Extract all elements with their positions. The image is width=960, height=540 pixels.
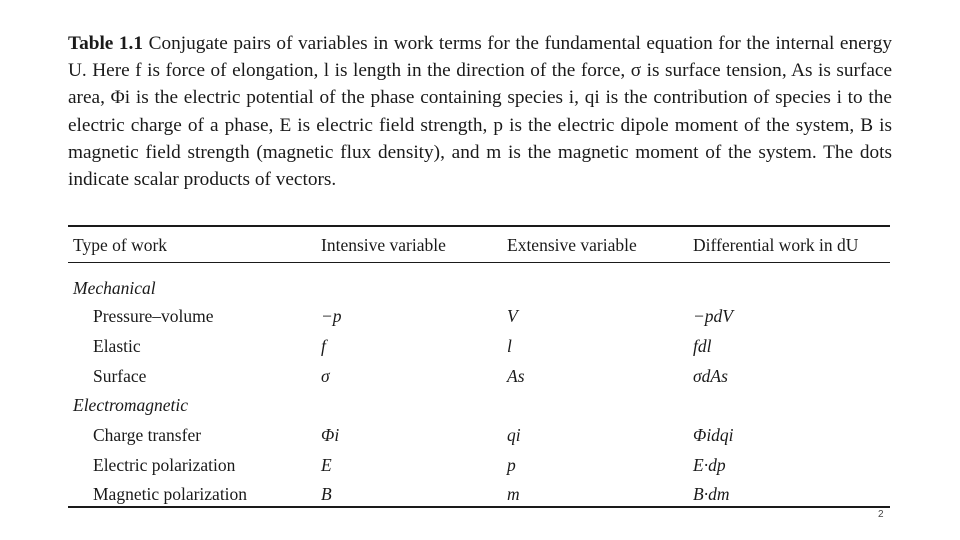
cell-work: B·dm bbox=[693, 484, 730, 505]
table-row bbox=[68, 421, 890, 451]
header-extensive: Extensive variable bbox=[507, 234, 637, 255]
cell-intensive: −p bbox=[321, 306, 342, 327]
cell-extensive: qi bbox=[507, 425, 521, 446]
table-row bbox=[68, 302, 890, 332]
table-row bbox=[68, 450, 890, 480]
cell-extensive: V bbox=[507, 306, 518, 327]
table-label: Table 1.1 bbox=[68, 33, 144, 54]
group-label: Electromagnetic bbox=[73, 395, 189, 416]
header-intensive: Intensive variable bbox=[321, 234, 446, 255]
conjugate-pairs-table bbox=[68, 228, 890, 510]
cell-work: E·dp bbox=[693, 454, 726, 475]
cell-extensive: p bbox=[507, 454, 516, 475]
cell-intensive: σ bbox=[321, 365, 330, 386]
table-row bbox=[68, 332, 890, 362]
cell-type: Charge transfer bbox=[93, 425, 202, 446]
cell-type: Pressure–volume bbox=[93, 306, 214, 327]
cell-work: fdl bbox=[693, 336, 712, 357]
cell-intensive: Φi bbox=[321, 425, 340, 446]
cell-work: σdAs bbox=[693, 365, 728, 386]
table-header-row bbox=[68, 228, 890, 262]
group-row-electromagnetic bbox=[68, 391, 890, 421]
cell-type: Surface bbox=[93, 365, 147, 386]
cell-intensive: E bbox=[321, 454, 332, 475]
cell-extensive: l bbox=[507, 336, 512, 357]
cell-type: Magnetic polarization bbox=[93, 484, 248, 505]
caption-text: Conjugate pairs of variables in work terms for the fundamental equation for the internal energy U. Here f is force of elongation, l is length in the direction of the force, σ is surface tension, As is surface area, Φi is the electric potential of the phase containing species i, qi is the contribution of species i to the electric charge of a phase, E is electric field strength, p is the electric dipole moment of the system, B is magnetic field strength (magnetic flux density), and m is the magnetic moment of the system. The dots indicate scalar products of vectors. bbox=[68, 33, 893, 191]
cell-intensive: B bbox=[321, 484, 332, 505]
group-row-mechanical bbox=[68, 262, 890, 302]
page-number: 2 bbox=[878, 509, 884, 520]
cell-intensive: f bbox=[321, 336, 326, 357]
header-type-of-work: Type of work bbox=[73, 234, 168, 255]
cell-work: Φidqi bbox=[693, 425, 734, 446]
cell-work: −pdV bbox=[693, 306, 733, 327]
cell-type: Electric polarization bbox=[93, 454, 236, 475]
table-caption bbox=[68, 30, 892, 193]
table-row bbox=[68, 480, 890, 510]
group-label: Mechanical bbox=[73, 277, 156, 298]
table-row bbox=[68, 361, 890, 391]
cell-extensive: As bbox=[507, 365, 525, 386]
header-differential-work: Differential work in dU bbox=[693, 234, 859, 255]
table-top-rule bbox=[68, 225, 890, 227]
cell-type: Elastic bbox=[93, 336, 141, 357]
cell-extensive: m bbox=[507, 484, 520, 505]
